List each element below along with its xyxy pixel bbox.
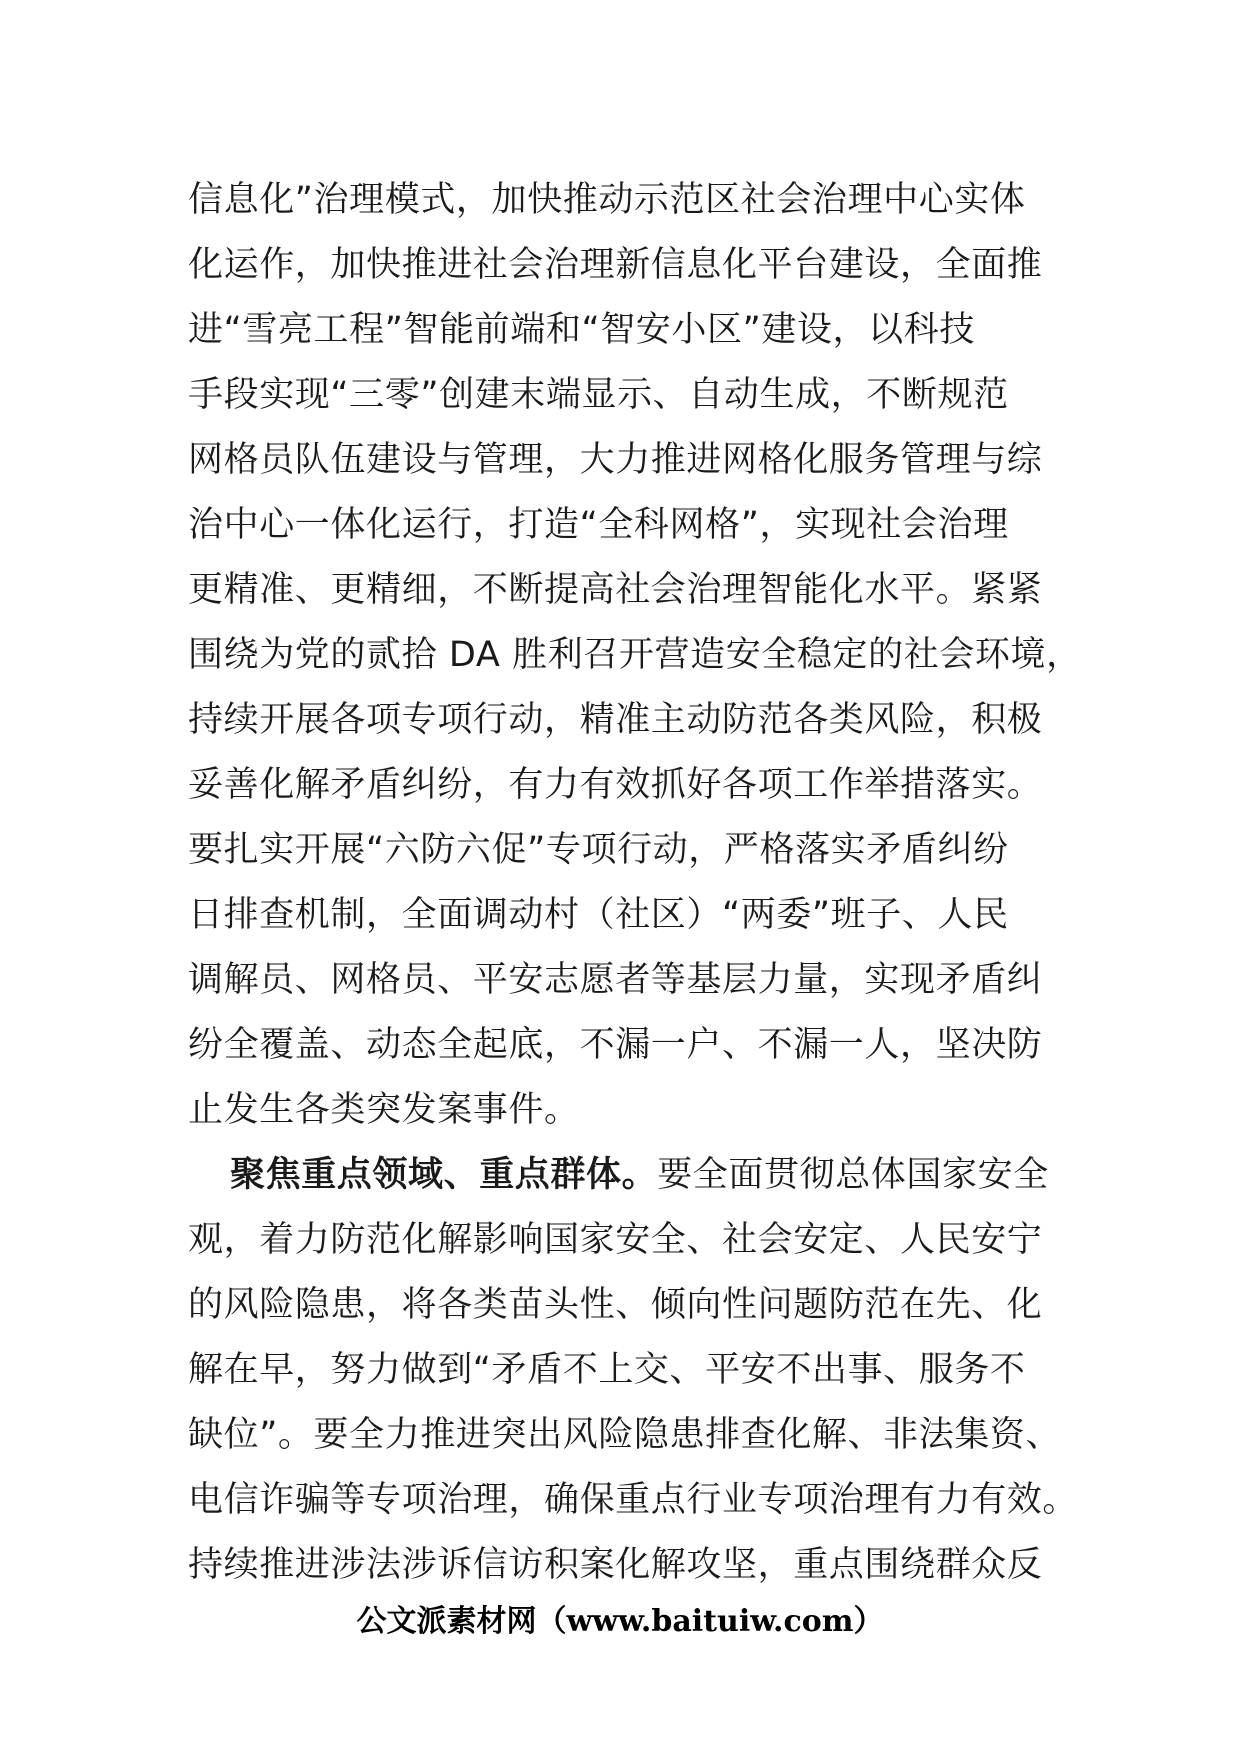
body-line: 信息化”治理模式，加快推动示范区社会治理中心实体 — [188, 180, 1026, 220]
section-line: 观，着力防范化解影响国家安全、社会安定、人民安宁 — [188, 1220, 1043, 1260]
section-line: 持续推进涉法涉诉信访积案化解攻坚，重点围绕群众反 — [188, 1545, 1043, 1585]
body-line: 手段实现“三零”创建末端显示、自动生成，不断规范 — [188, 375, 1009, 415]
body-line: 持续开展各项专项行动，精准主动防范各类风险，积极 — [188, 700, 1043, 740]
body-line: 网格员队伍建设与管理，大力推进网格化服务管理与综 — [188, 440, 1043, 480]
section-heading: 聚焦重点领域、重点群体。 — [230, 1155, 658, 1195]
section-first-line — [188, 1143, 1088, 1208]
body-line: 进“雪亮工程”智能前端和“智安小区”建设，以科技 — [188, 310, 975, 350]
section-line: 的风险隐患，将各类苗头性、倾向性问题防范在先、化 — [188, 1285, 1043, 1325]
body-line: 日排查机制，全面调动村（社区）“两委”班子、人民 — [188, 895, 1009, 935]
section-line: 解在早，努力做到“矛盾不上交、平安不出事、服务不 — [188, 1350, 1026, 1390]
body-line: 要扎实开展“六防六促”专项行动，严格落实矛盾纠纷 — [188, 830, 1009, 870]
body-line: 化运作，加快推进社会治理新信息化平台建设，全面推 — [188, 245, 1043, 285]
body-line: 调解员、网格员、平安志愿者等基层力量，实现矛盾纠 — [188, 960, 1043, 1000]
section-first-line-text: 要全面贯彻总体国家安全 — [657, 1155, 1049, 1195]
footer-watermark: 公文派素材网（www.baituiw.com） — [356, 1604, 884, 1639]
body-line: 妥善化解矛盾纠纷，有力有效抓好各项工作举措落实。 — [188, 765, 1043, 805]
body-line: 纷全覆盖、动态全起底，不漏一户、不漏一人，坚决防 — [188, 1025, 1043, 1065]
body-line: 止发生各类突发案事件。 — [188, 1090, 580, 1130]
section-line: 缺位”。要全力推进突出风险隐患排查化解、非法集资、 — [188, 1415, 1062, 1455]
section-line: 电信诈骗等专项治理，确保重点行业专项治理有力有效。 — [188, 1480, 1079, 1520]
body-text — [188, 168, 1088, 1598]
body-line: 围绕为党的贰拾 DA 胜利召开营造安全稳定的社会环境， — [188, 635, 1082, 675]
body-line: 治中心一体化运行，打造“全科网格”，实现社会治理 — [188, 505, 1009, 545]
body-line: 更精准、更精细，不断提高社会治理智能化水平。紧紧 — [188, 570, 1043, 610]
